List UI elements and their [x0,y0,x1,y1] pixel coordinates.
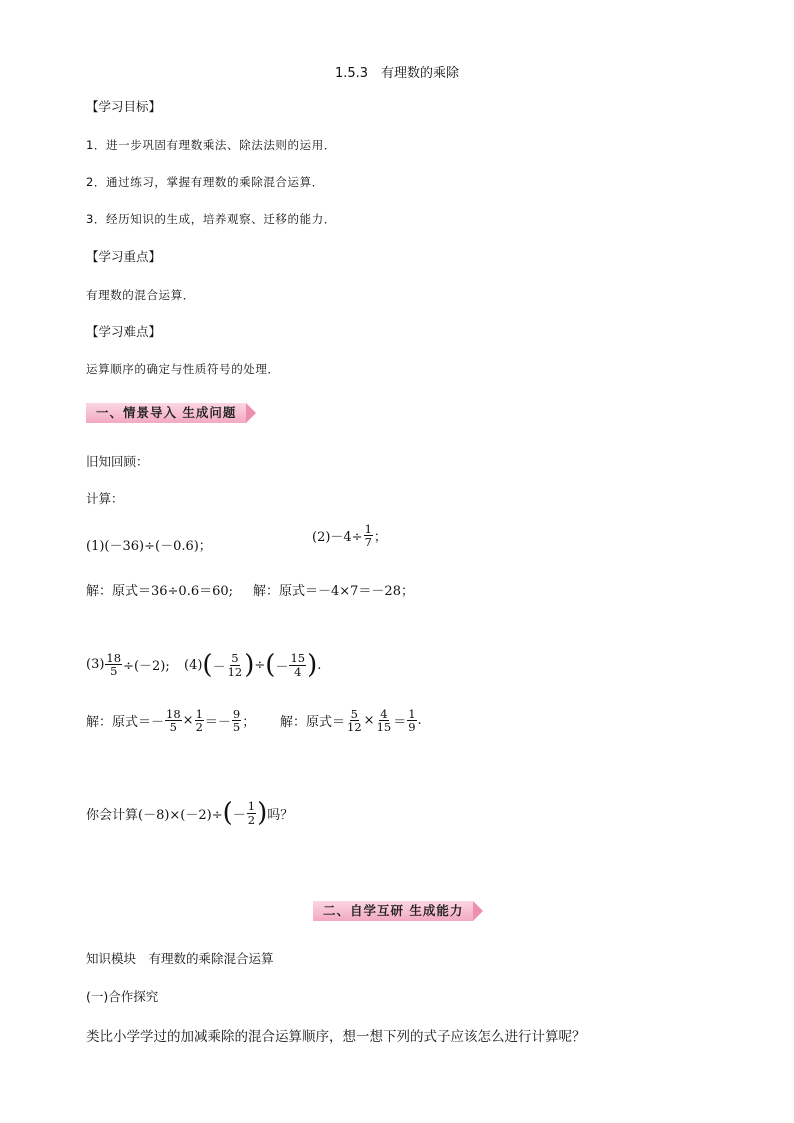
right-paren: ) [244,650,255,680]
banner-arrow-icon [473,901,483,921]
goals-heading: 【学习目标】 [86,99,162,114]
problem-1 [86,535,212,554]
problem-3-suffix: ÷(－2); [123,659,170,675]
section2-banner [313,901,483,921]
question-sign: － [232,807,246,823]
fraction [232,708,241,733]
problem-2-suffix: ； [373,530,387,546]
solution-3-times: × [182,713,194,729]
sub-heading: (一)合作探究 [86,989,159,1004]
fraction [227,652,244,677]
fraction-den: 12 [347,720,362,735]
solution-3-eq: ＝－ [204,715,231,731]
fraction [364,523,373,548]
fraction [346,708,363,733]
difficulty-text: 运算顺序的确定与性质符号的处理． [86,362,280,376]
fraction-num: 1 [408,707,416,721]
section1-banner [86,403,256,423]
problem-4-sign-a: － [212,659,226,675]
problem-4 [184,652,321,678]
problem-4-sign-b: － [275,659,289,675]
solution-3-suffix: ； [242,715,256,731]
solution-4-prefix: 解：原式＝ [280,715,346,731]
fraction-den: 5 [169,720,177,735]
fraction-num: 1 [247,799,256,814]
left-paren: ( [222,798,233,828]
key-point-heading: 【学习重点】 [86,249,162,264]
solution-4-suffix: . [417,713,422,729]
right-paren: ) [307,650,318,680]
problem-3-prefix: (3) [86,657,105,673]
fraction-den: 12 [227,664,243,679]
section2-banner-label: 二、自学互研 生成能力 [313,901,473,921]
fraction-num: 1 [195,707,203,721]
question [86,800,293,826]
solution-2: 解：原式＝－4×7＝－28； [253,584,414,599]
question-prefix: 你会计算(－8)×(－2)÷ [86,807,223,823]
fraction [376,708,393,733]
problem-3 [86,652,170,677]
solution-1: 解：原式＝36÷0.6＝60; [86,584,234,599]
solution-3 [86,708,255,733]
section1-banner-label: 一、情景导入 生成问题 [86,403,246,423]
fraction-den: 4 [294,664,302,679]
fraction [289,652,306,677]
fraction-num: 18 [166,707,181,721]
fraction-den: 2 [195,720,203,735]
goal-item-2: 2．通过练习，掌握有理数的乘除混合运算． [86,175,324,189]
fraction-den: 15 [376,720,392,735]
section2-text: 类比小学学过的加减乘除的混合运算顺序，想一想下列的式子应该怎么进行计算呢？ [86,1029,586,1045]
fraction-den: 9 [408,720,416,735]
fraction-num: 15 [290,651,306,666]
fraction [195,708,204,733]
fraction-num: 5 [231,651,239,666]
problem-2 [312,523,387,548]
problem-4-div: ÷ [254,657,266,673]
problem-1-text: (1)(－36)÷(－0.6)； [86,539,212,554]
problem-2-prefix: (2)－4÷ [312,530,363,546]
problem-4-prefix: (4) [184,657,203,673]
difficulty-heading: 【学习难点】 [86,324,162,339]
fraction-den: 7 [364,535,372,550]
fraction-den: 5 [110,664,118,679]
fraction-num: 18 [106,651,122,665]
fraction-num: 1 [364,522,372,536]
fraction-num: 4 [380,707,388,721]
solution-4-eq: ＝ [393,715,407,731]
page-title: 1.5.3 有理数的乘除 [334,66,460,81]
review-label: 旧知回顾： [86,454,149,469]
fraction [165,708,182,733]
fraction-den: 2 [247,812,256,827]
goal-item-1: 1．进一步巩固有理数乘法、除法法则的运用． [86,138,336,152]
module-heading: 知识模块 有理数的乘除混合运算 [86,951,274,966]
fraction-den: 5 [232,720,241,735]
fraction [247,800,256,825]
banner-arrow-icon [246,403,256,423]
right-paren: ) [257,798,268,828]
question-suffix: 吗？ [267,807,294,823]
solution-4-times: × [363,713,375,729]
solution-4 [280,708,422,733]
compute-label: 计算： [86,491,124,506]
solution-3-prefix: 解：原式＝－ [86,715,165,731]
fraction [407,708,416,733]
goal-item-3: 3．经历知识的生成，培养观察、迁移的能力． [86,212,336,226]
problem-4-suffix: . [317,657,322,673]
key-point-text: 有理数的混合运算． [86,288,195,302]
left-paren: ( [265,650,276,680]
left-paren: ( [202,650,213,680]
fraction-num: 9 [232,707,241,721]
fraction [105,652,122,677]
fraction-num: 5 [350,707,358,721]
